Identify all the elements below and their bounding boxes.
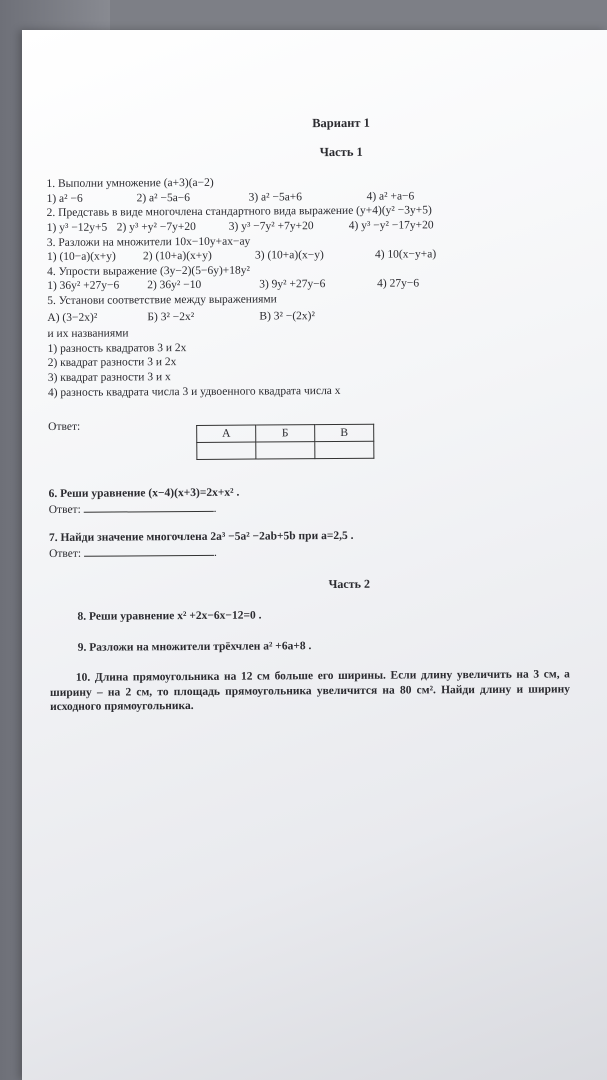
question-10: 10. Длина прямоугольника на 12 см больше его ширины. Если длину увеличить на 3 см, а ширину – на 2 см, то площадь прямоугольника увеличится на 80 см². Найди длину и ширину исходного прямоугольника. (49, 668, 571, 714)
answer-header-a: А (197, 425, 256, 442)
q2-option-4: 4) y³ −y² −17y+20 (348, 219, 434, 232)
q6-answer-label: Ответ: (48, 503, 81, 516)
q5-name-4: 4) разность квадрата числа 3 и удвоенного квадрата числа x (47, 384, 341, 399)
q6-answer-line[interactable] (84, 501, 214, 513)
q7-answer-line[interactable] (84, 545, 214, 557)
question-6: 6. Реши уравнение (x−4)(x+3)=2x+x² . Ответ: . (49, 483, 589, 517)
answer-header-v: В (315, 424, 374, 441)
q3-option-4: 4) 10(x−y+a) (374, 248, 437, 261)
question-6-text: 6. Реши уравнение (x−4)(x+3)=2x+x² . (48, 486, 240, 501)
question-8: 8. Реши уравнение x² +2x−6x−12=0 . (77, 609, 262, 623)
q2-option-2: 2) y³ +y² −7y+20 (116, 220, 196, 234)
question-1-text: 1. Выполни умножение (a+3)(a−2) (46, 177, 214, 191)
q7-answer-label: Ответ: (49, 547, 82, 560)
question-4 (47, 261, 587, 294)
q1-option-2: 2) a² −5a−6 (136, 191, 191, 205)
q5-answer-label: Ответ: (48, 420, 81, 434)
q3-option-3: 3) (10+a)(x−y) (254, 249, 324, 262)
question-5 (47, 290, 588, 461)
q1-option-4: 4) a² +a−6 (366, 190, 415, 203)
q4-option-1: 1) 36y² +27y−6 (47, 279, 120, 293)
q5-name-1: 1) разность квадратов 3 и 2x (47, 341, 187, 355)
q1-option-1: 1) a² −6 (46, 192, 83, 205)
part1-title: Часть 1 (319, 144, 363, 159)
q5-expr-v: В) 3² −(2x)² (259, 309, 315, 323)
question-7-text: 7. Найди значение многочлена 2a³ −5a² −2ab+5b при a=2,5 . (48, 530, 354, 545)
question-3 (47, 232, 587, 265)
q2-option-1: 1) y³ −12y+5 (46, 221, 108, 234)
q4-option-4: 4) 27y−6 (377, 277, 420, 291)
answer-cell-v[interactable] (315, 441, 374, 458)
q5-expr-b: Б) 3² −2x² (147, 310, 195, 323)
variant-title: Вариант 1 (312, 115, 370, 131)
q1-option-3: 3) a² −5a+6 (248, 190, 303, 204)
q3-option-1: 1) (10−a)(x+y) (46, 250, 116, 264)
answer-header-b: Б (256, 425, 315, 442)
question-2-text: 2. Представь в виде многочлена стандартного вида выражение (y+4)(y² −3y+5) (46, 204, 432, 220)
question-4-text: 4. Упрости выражение (3y−2)(5−6y)+18y² (47, 264, 251, 278)
question-2 (47, 203, 587, 236)
q5-answer-table (196, 424, 374, 460)
question-7: 7. Найди значение многочлена 2a³ −5a² −2ab+5b при a=2,5 . Ответ: . (49, 528, 589, 562)
part2-title: Часть 2 (328, 577, 370, 592)
answer-cell-a[interactable] (197, 442, 256, 459)
q5-names-label: и их названиями (47, 327, 129, 341)
worksheet (46, 114, 590, 715)
q2-option-3: 3) y³ −7y² +7y+20 (228, 220, 314, 233)
question-5-text: 5. Установи соответствие между выражениями (47, 293, 277, 307)
q3-option-2: 2) (10+a)(x+y) (142, 250, 212, 263)
q5-name-3: 3) квадрат разности 3 и x (47, 371, 171, 384)
q4-option-2: 2) 36y² −10 (147, 279, 202, 292)
question-1 (46, 173, 586, 206)
q5-name-2: 2) квадрат разности 3 и 2x (47, 356, 177, 370)
q5-expr-a: А) (3−2x)² (47, 311, 98, 324)
question-9: 9. Разложи на множители трёхчлен a² +6a+8 . (77, 639, 312, 654)
answer-cell-b[interactable] (256, 442, 315, 459)
q4-option-3: 3) 9y² +27y−6 (259, 278, 326, 291)
question-3-text: 3. Разложи на множители 10x−10y+ax−ay (46, 235, 251, 249)
